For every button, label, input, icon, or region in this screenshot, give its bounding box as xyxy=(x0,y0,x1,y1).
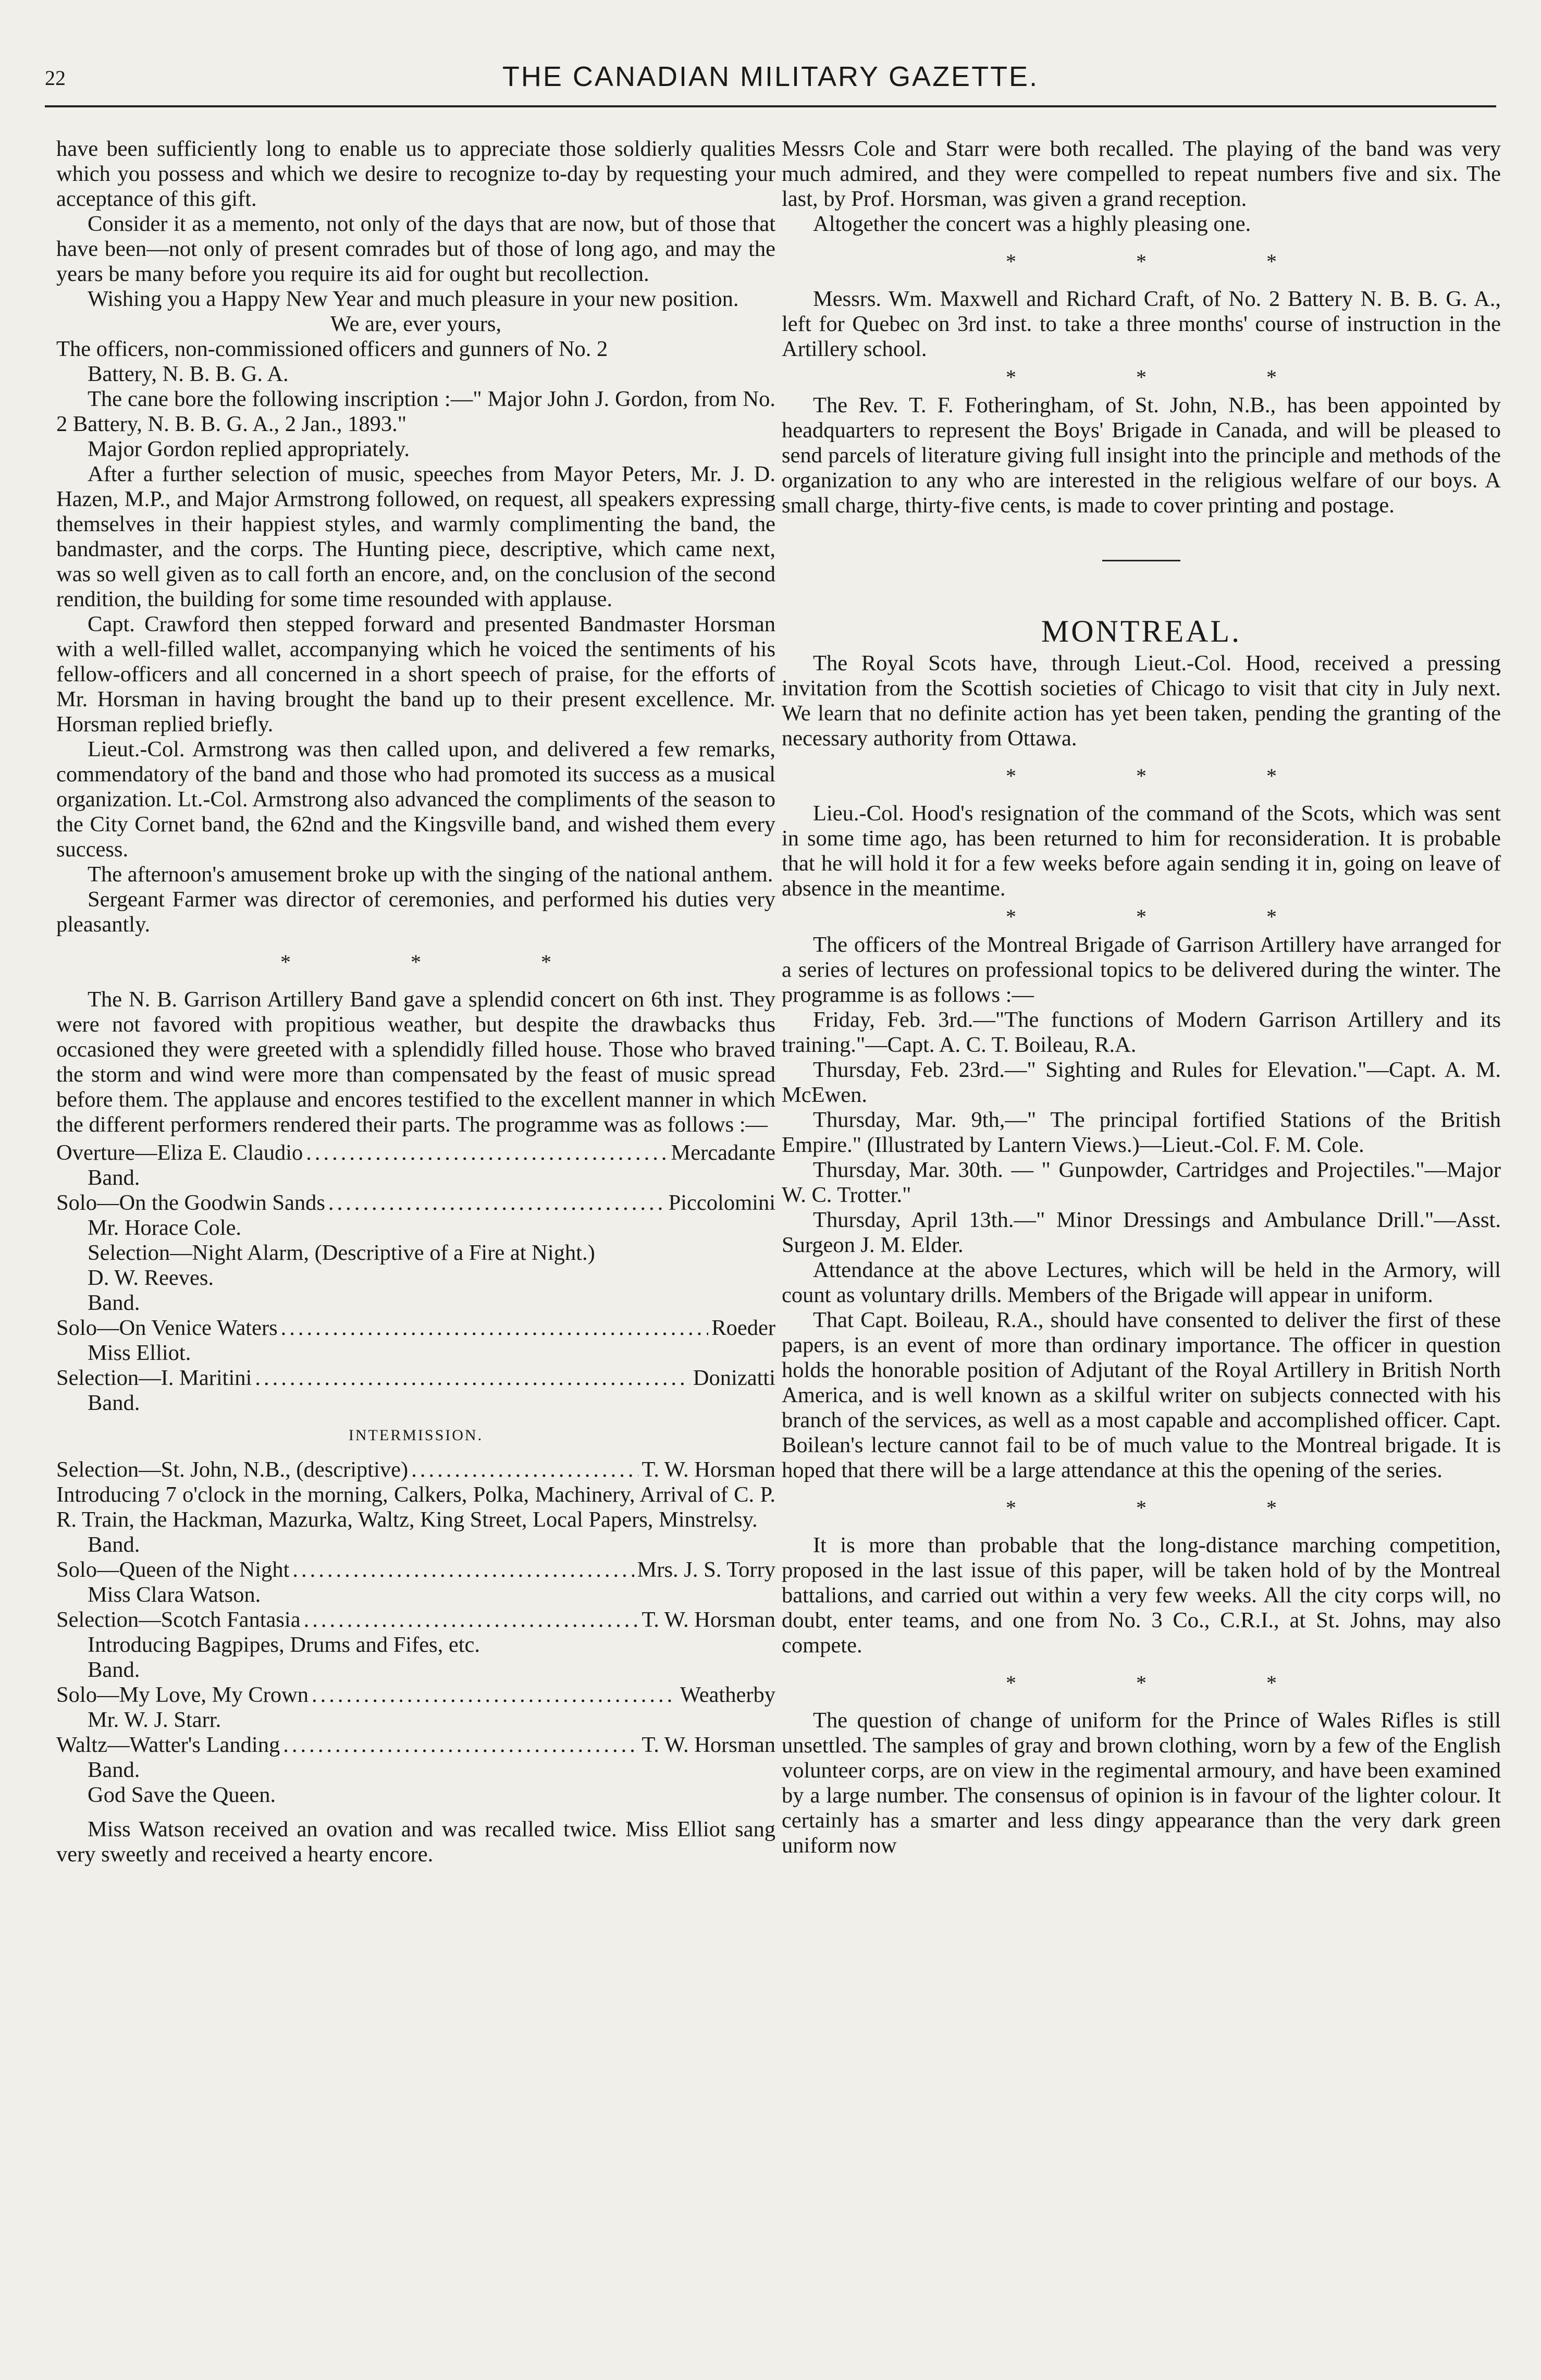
programme-performer: Miss Clara Watson. xyxy=(88,1582,261,1607)
lecture-item: Friday, Feb. 3rd.—"The functions of Modern Garrison Artillery and its training."—Capt. A. C. T. Boileau, R.A. xyxy=(782,1008,1501,1057)
programme-composer: T. W. Horsman xyxy=(642,1457,775,1482)
programme-piece: Selection—Scotch Fantasia xyxy=(56,1608,301,1632)
programme-composer: Piccolomini xyxy=(668,1191,775,1215)
programme-piece: Solo—On the Goodwin Sands xyxy=(56,1191,325,1215)
programme-composer: Mrs. J. S. Torry xyxy=(637,1557,775,1582)
programme-performer: Miss Elliot. xyxy=(88,1341,191,1365)
programme-performer: Mr. W. J. Starr. xyxy=(88,1708,221,1732)
programme-item xyxy=(56,1191,775,1216)
intermission-heading: INTERMISSION. xyxy=(348,1427,484,1444)
page-number: 22 xyxy=(45,66,66,90)
section-separator: * * * xyxy=(1006,365,1334,389)
programme-piece: Solo—Queen of the Night xyxy=(56,1557,290,1582)
page-header xyxy=(45,58,1496,107)
paragraph: It is more than probable that the long-distance marching competition, proposed in the last issue of this paper, will be taken hold of by the Montreal battalions, and carried out within a very few weeks. All the city corps will, no doubt, enter teams, and one from No. 3 Co., C.R.I., at St. Johns, may also compete. xyxy=(782,1533,1501,1658)
paragraph: Capt. Crawford then stepped forward and presented Bandmaster Horsman with a well-filled wallet, accompanying which he voiced the sentiments of his fellow-officers and all concerned in a short speech of praise, for the efforts of Mr. Horsman in having brought the band up to their present excellence. Mr. Horsman replied briefly. xyxy=(56,612,775,737)
paragraph: The Rev. T. F. Fotheringham, of St. John, N.B., has been appointed by headquarters to represent the Boys' Brigade in Canada, and will be pleased to send parcels of literature giving full insight into the principle and methods of the organization to any who are interested in the religious welfare of our boys. A small charge, thirty-five cents, is made to cover printing and postage. xyxy=(782,393,1501,518)
paragraph: Messrs. Wm. Maxwell and Richard Craft, of No. 2 Battery N. B. B. G. A., left for Quebec on 3rd inst. to take a three months' course of instruction in the Artillery school. xyxy=(782,287,1501,361)
paragraph: That Capt. Boileau, R.A., should have consented to deliver the first of these papers, is an event of more than ordinary importance. The officer in question holds the honorable position of Adjutant of the Royal Artillery in British North America, and is well known as a skilful writer on subjects connected with his branch of the services, as well as a most capable and accomplished officer. Capt. Boilean's lecture cannot fail to be of much value to the Montreal brigade. It is hoped that there will be a large attendance at this the opening of the series. xyxy=(782,1308,1501,1482)
right-column xyxy=(782,137,1501,1858)
section-separator: * * * xyxy=(1006,250,1334,273)
paragraph: Miss Watson received an ovation and was recalled twice. Miss Elliot sang very sweetly and received a hearty encore. xyxy=(56,1817,775,1867)
programme-item xyxy=(56,1608,775,1633)
programme-item xyxy=(56,1366,775,1391)
paragraph: The question of change of uniform for the Prince of Wales Rifles is still unsettled. The samples of gray and brown clothing, worn by a few of the English volunteer corps, are on view in the regimental armoury, and have been examined by a large number. The consensus of opinion is in favour of the lighter colour. It certainly has a smarter and less dingy appearance than the very dark green uniform now xyxy=(782,1708,1501,1858)
programme-piece: Overture—Eliza E. Claudio xyxy=(56,1140,303,1165)
section-separator: * * * xyxy=(1006,764,1334,788)
programme-performer: Band. xyxy=(88,1532,140,1557)
programme-piece: Selection—St. John, N.B., (descriptive) xyxy=(56,1457,409,1482)
paragraph: The N. B. Garrison Artillery Band gave a splendid concert on 6th inst. They were not favored with propitious weather, but despite the drawbacks thus occasioned they were greeted with a splendidly filled house. Those who braved the storm and wind were more than compensated by the feast of music spread before them. The applause and encores testified to the excellent manner in which the different performers rendered their parts. The programme was as follows :— xyxy=(56,987,775,1137)
paragraph: The Royal Scots have, through Lieut.-Col. Hood, received a pressing invitation from the Scottish societies of Chicago to visit that city in July next. We learn that no definite action has yet been taken, pending the granting of the necessary authority from Ottawa. xyxy=(782,651,1501,751)
newspaper-title: THE CANADIAN MILITARY GAZETTE. xyxy=(502,61,1039,92)
paragraph: Consider it as a memento, not only of the days that are now, but of those that have been—not only of present comrades but of those of long ago, and may the years be many before you require its aid for ought but recollection. xyxy=(56,212,775,286)
section-separator: * * * xyxy=(1006,1671,1334,1695)
programme-piece: Selection—I. Maritini xyxy=(56,1366,252,1390)
paragraph: The officers of the Montreal Brigade of Garrison Artillery have arranged for a series of lectures on professional topics to be delivered during the winter. The programme is as follows :— xyxy=(782,933,1501,1007)
programme-piece: Solo—On Venice Waters xyxy=(56,1316,278,1340)
paragraph: Messrs Cole and Starr were both recalled. The playing of the band was very much admired, and they were compelled to repeat numbers five and six. The last, by Prof. Horsman, was given a grand reception. xyxy=(782,137,1501,211)
programme-item xyxy=(56,1316,775,1341)
programme-piece: Selection—Night Alarm, (Descriptive of a Fire at Night.) xyxy=(88,1241,595,1265)
programme-description: Introducing 7 o'clock in the morning, Calkers, Polka, Machinery, Arrival of C. P. R. Train, the Hackman, Mazurka, Waltz, King Street, Local Papers, Minstrelsy. xyxy=(56,1482,775,1532)
paragraph: Major Gordon replied appropriately. xyxy=(88,437,410,461)
programme-performer: Mr. Horace Cole. xyxy=(88,1216,242,1240)
section-separator: * * * xyxy=(1006,905,1334,928)
section-rule xyxy=(1102,560,1180,561)
paragraph: Lieu.-Col. Hood's resignation of the command of the Scots, which was sent in some time ago, has been returned to him for reconsideration. It is probable that he will hold it for a few weeks before again sending it in, going on leave of absence in the meantime. xyxy=(782,801,1501,901)
paragraph: have been sufficiently long to enable us to appreciate those soldierly qualities which you possess and which we desire to recognize to-day by requesting your acceptance of this gift. xyxy=(56,137,775,211)
lecture-item: Thursday, Mar. 30th. — " Gunpowder, Cartridges and Projectiles."—Major W. C. Trotter." xyxy=(782,1158,1501,1207)
paragraph: After a further selection of music, speeches from Mayor Peters, Mr. J. D. Hazen, M.P., and Major Armstrong followed, on request, all speakers expressing themselves in their happiest styles, and warmly complimenting the band, the bandmaster, and the corps. The Hunting piece, descriptive, which came next, was so well given as to call forth an encore, and, on the conclusion of the second rendition, the building for some time resounded with applause. xyxy=(56,462,775,611)
section-separator: * * * xyxy=(280,950,609,974)
signature-line: The officers, non-commissioned officers and gunners of No. 2 xyxy=(56,337,608,361)
paragraph: The afternoon's amusement broke up with the singing of the national anthem. xyxy=(88,862,773,887)
programme-composer: Roeder xyxy=(711,1316,775,1340)
signature-line: We are, ever yours, xyxy=(330,312,502,336)
programme-performer: D. W. Reeves. xyxy=(88,1266,214,1290)
paragraph: Altogether the concert was a highly pleasing one. xyxy=(813,212,1251,236)
concert-programme xyxy=(56,1140,775,1808)
left-column xyxy=(56,137,775,1867)
paragraph: Lieut.-Col. Armstrong was then called upon, and delivered a few remarks, commendatory of the band and those who had promoted its success as a musical organization. Lt.-Col. Armstrong also advanced the compliments of the season to the City Cornet band, the 62nd and the Kingsville band, and wished them every success. xyxy=(56,737,775,862)
programme-performer: Band. xyxy=(88,1758,140,1782)
programme-composer: Donizatti xyxy=(693,1366,775,1390)
programme-item xyxy=(56,1733,775,1758)
section-heading: MONTREAL. xyxy=(1041,614,1242,648)
programme-piece: Solo—My Love, My Crown xyxy=(56,1683,309,1707)
programme-performer: Band. xyxy=(88,1291,140,1315)
programme-performer: Band. xyxy=(88,1391,140,1415)
paragraph: Attendance at the above Lectures, which will be held in the Armory, will count as voluntary drills. Members of the Brigade will appear in uniform. xyxy=(782,1258,1501,1307)
section-separator: * * * xyxy=(1006,1496,1334,1519)
paragraph: The cane bore the following inscription :—" Major John J. Gordon, from No. 2 Battery, N. B. B. G. A., 2 Jan., 1893." xyxy=(56,387,775,436)
programme-piece: Waltz—Watter's Landing xyxy=(56,1733,280,1757)
lecture-item: Thursday, April 13th.—" Minor Dressings and Ambulance Drill."—Asst. Surgeon J. M. Elder. xyxy=(782,1208,1501,1257)
signature-line: Battery, N. B. B. G. A. xyxy=(88,362,289,386)
programme-composer: T. W. Horsman xyxy=(642,1733,775,1757)
programme-closing: God Save the Queen. xyxy=(88,1783,276,1807)
programme-item xyxy=(56,1457,775,1482)
programme-composer: Mercadante xyxy=(671,1140,775,1165)
paragraph: Wishing you a Happy New Year and much pleasure in your new position. xyxy=(88,287,739,311)
lecture-item: Thursday, Mar. 9th,—" The principal fortified Stations of the British Empire." (Illustrated by Lantern Views.)—Lieut.-Col. F. M. Cole. xyxy=(782,1108,1501,1157)
programme-item xyxy=(56,1557,775,1582)
lecture-item: Thursday, Feb. 23rd.—" Sighting and Rules for Elevation."—Capt. A. M. McEwen. xyxy=(782,1058,1501,1107)
programme-item xyxy=(56,1683,775,1708)
programme-composer: Weatherby xyxy=(680,1683,775,1707)
programme-performer: Band. xyxy=(88,1658,140,1682)
programme-performer: Band. xyxy=(88,1166,140,1190)
paragraph: Sergeant Farmer was director of ceremonies, and performed his duties very pleasantly. xyxy=(56,887,775,937)
programme-composer: T. W. Horsman xyxy=(642,1608,775,1632)
programme-item xyxy=(56,1140,775,1166)
programme-description: Introducing Bagpipes, Drums and Fifes, etc. xyxy=(88,1633,480,1657)
